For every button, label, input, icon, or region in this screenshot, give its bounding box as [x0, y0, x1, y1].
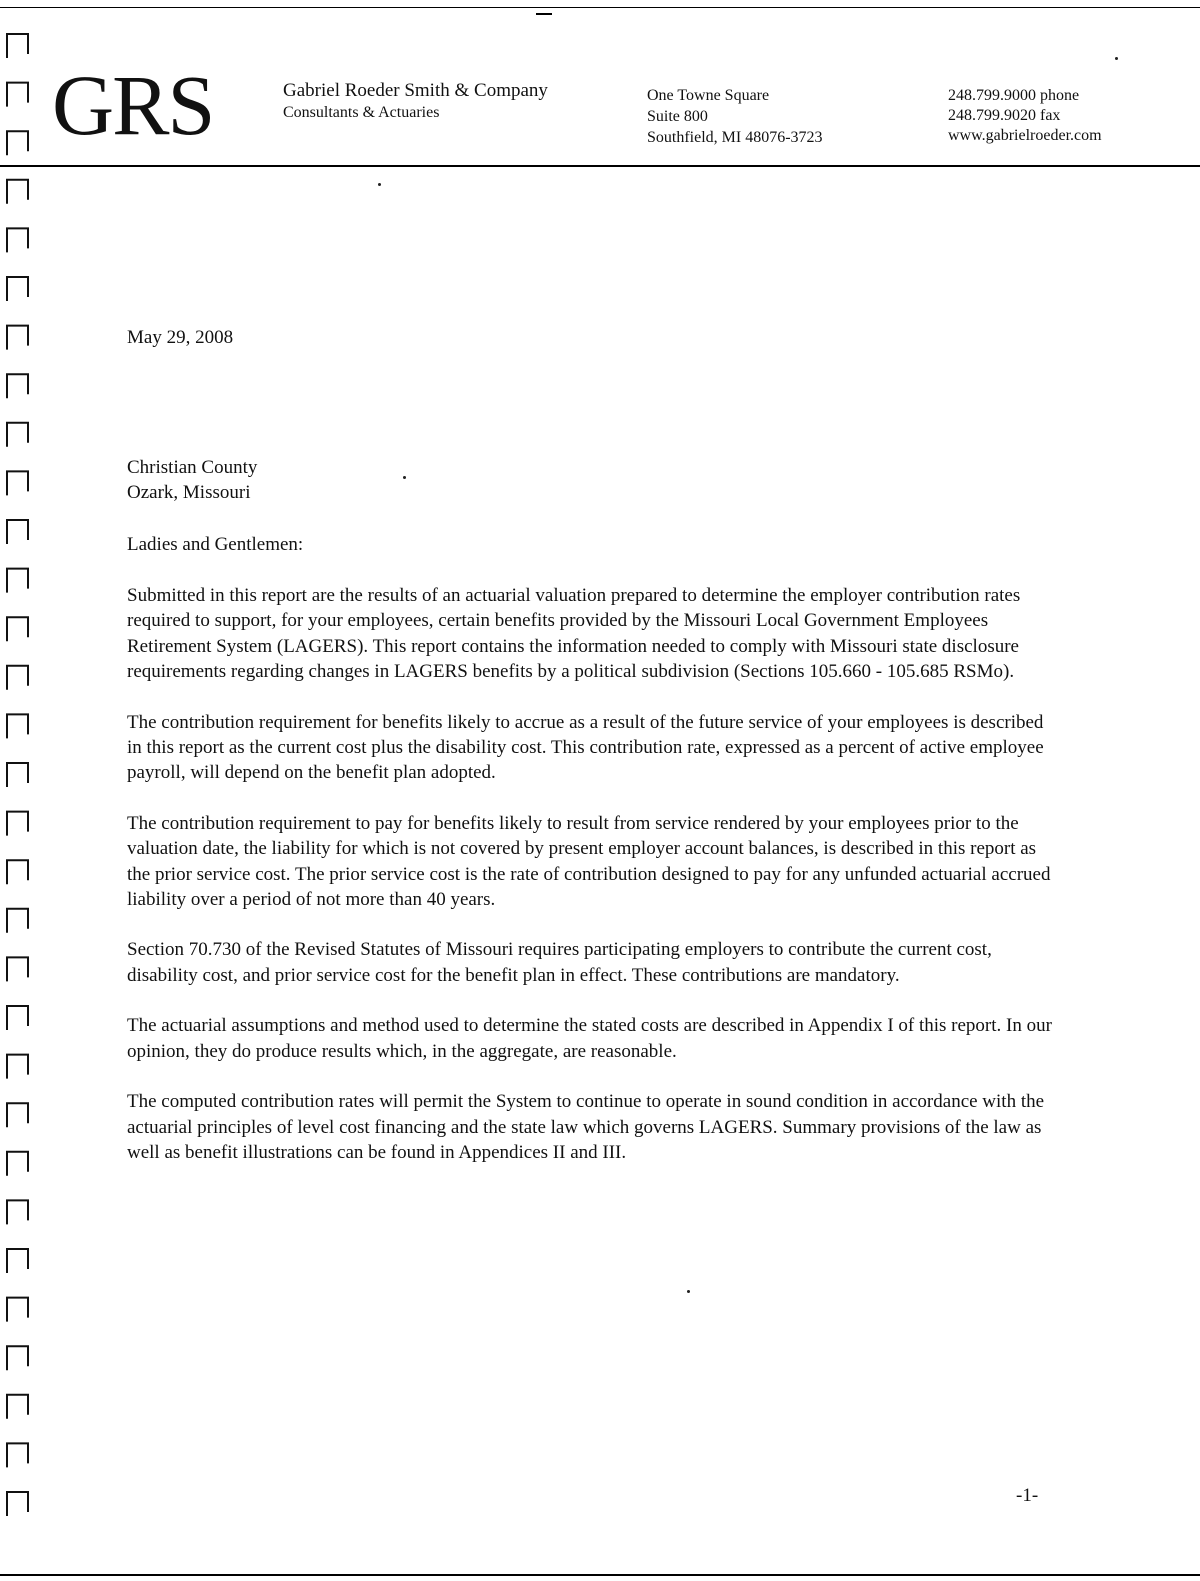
binder-tab	[7, 277, 28, 301]
letterhead-rule	[0, 165, 1200, 167]
binder-tab	[7, 520, 28, 544]
body-paragraph: The actuarial assumptions and method used to determine the stated costs are described in Appendix I of this report. In our opinion, they do produce results which, in the aggregate, are reasonable.	[127, 1015, 1052, 1062]
binder-tab	[7, 957, 28, 981]
letter-body	[127, 583, 1062, 1190]
binder-tab	[7, 569, 28, 593]
website: www.gabrielroeder.com	[948, 127, 1102, 144]
body-paragraph: The contribution requirement to pay for benefits likely to result from service rendered by your employees prior to the valuation date, the liability for which is not covered by present employer account balances, is described in this report as the prior service cost. The prior service cost is the rate of contribution designed to pay for any unfunded actuarial accrued liability over a period of not more than 40 years.	[127, 812, 1051, 911]
bottom-rule	[0, 1574, 1200, 1576]
address-line: Southfield, MI 48076-3723	[647, 129, 823, 146]
binder-tab	[7, 666, 28, 690]
binder-tab	[7, 1346, 28, 1370]
binder-tab	[7, 180, 28, 204]
body-paragraph: The contribution requirement for benefits likely to accrue as a result of the future service of your employees is described in this report as the current cost plus the disability cost. This contribution rate, expressed as a percent of active employee payroll, will depend on the benefit plan adopted.	[127, 711, 1044, 784]
binder-tab	[7, 1006, 28, 1030]
scan-speck	[378, 183, 381, 186]
binder-tab	[7, 326, 28, 350]
binder-tab	[7, 1492, 28, 1516]
grs-logo: GRS	[52, 57, 214, 153]
binder-tab	[7, 1298, 28, 1322]
fax-number: 248.799.9020 fax	[948, 107, 1061, 124]
page-number: -1-	[1016, 1485, 1039, 1506]
firm-tagline: Consultants & Actuaries	[283, 103, 440, 121]
top-mark	[536, 13, 552, 15]
binder-tab	[7, 860, 28, 884]
body-paragraph: Submitted in this report are the results of an actuarial valuation prepared to determine the employer contribution rates required to support, for your employees, certain benefits provided by the Missouri Local Government Employees Retirement System (LAGERS). This report contains the information needed to comply with Missouri state disclosure requirements regarding changes in LAGERS benefits by a political subdivision (Sections 105.660 - 105.685 RSMo).	[127, 585, 1021, 683]
letter-date: May 29, 2008	[127, 327, 234, 348]
salutation: Ladies and Gentlemen:	[127, 534, 304, 555]
body-paragraph: Section 70.730 of the Revised Statutes of Missouri requires participating employers to contribute the current cost, disability cost, and prior service cost for the benefit plan in effect. These contributions are mandatory.	[127, 939, 992, 986]
recipient-line: Ozark, Missouri	[127, 482, 251, 503]
binder-tab	[7, 1395, 28, 1419]
binder-tab	[7, 763, 28, 787]
binder-tab	[7, 1103, 28, 1127]
binder-tab	[7, 374, 28, 398]
binder-tab	[7, 617, 28, 641]
binder-tab	[7, 909, 28, 933]
firm-address	[647, 85, 823, 148]
binder-tab	[7, 1200, 28, 1224]
binder-tab	[7, 34, 28, 58]
phone-number: 248.799.9000 phone	[948, 87, 1080, 104]
binder-tab	[7, 1152, 28, 1176]
binder-tab	[7, 1443, 28, 1467]
address-line: Suite 800	[647, 108, 708, 125]
top-rule	[0, 7, 1200, 8]
scan-speck	[687, 1290, 690, 1293]
binder-tab	[7, 228, 28, 252]
body-paragraph: The computed contribution rates will permit the System to continue to operate in sound condition in accordance with the actuarial principles of level cost financing and the state law which governs LAGERS. Summary provisions of the law as well as benefit illustrations can be found in Appendices II and III.	[127, 1091, 1045, 1163]
binder-tab	[7, 1249, 28, 1273]
binder-tab	[7, 471, 28, 495]
recipient-block	[127, 455, 257, 505]
binder-tabs	[4, 30, 34, 1550]
binder-tab	[7, 714, 28, 738]
firm-block	[283, 80, 548, 122]
scan-speck	[403, 476, 406, 479]
firm-contact	[948, 86, 1102, 146]
address-line: One Towne Square	[647, 87, 770, 104]
binder-tab	[7, 131, 28, 155]
firm-name: Gabriel Roeder Smith & Company	[283, 80, 548, 101]
binder-tab	[7, 812, 28, 836]
binder-tab	[7, 83, 28, 107]
recipient-line: Christian County	[127, 457, 258, 478]
scan-speck	[1115, 57, 1118, 60]
binder-tab	[7, 1055, 28, 1079]
binder-tab	[7, 423, 28, 447]
